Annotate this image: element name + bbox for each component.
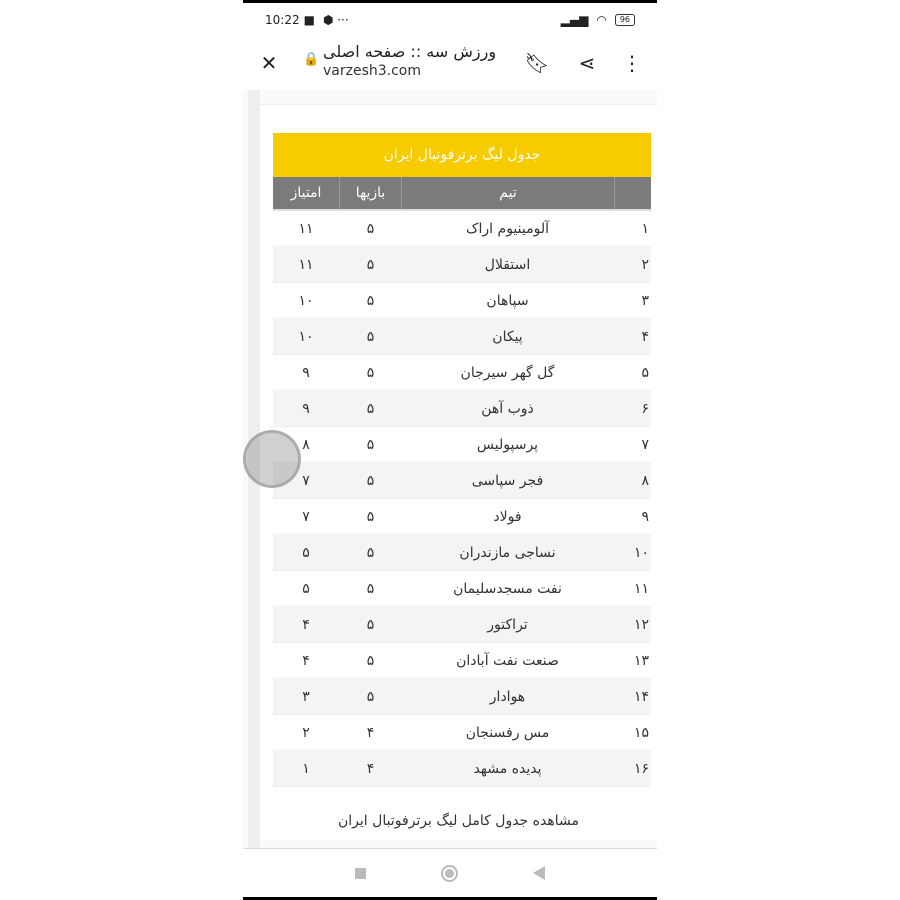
team-rank: ۱ <box>641 220 649 237</box>
team-points: ۴ <box>302 652 310 669</box>
phone-screen <box>243 0 657 900</box>
recents-icon[interactable] <box>355 868 366 879</box>
header-games: بازیها <box>339 177 401 209</box>
close-icon[interactable]: ✕ <box>260 51 278 75</box>
team-points: ۱۱ <box>298 220 314 237</box>
team-games: ۵ <box>339 617 401 633</box>
table-row[interactable] <box>273 283 651 319</box>
team-points: ۱ <box>302 760 310 777</box>
team-games: ۴ <box>339 761 401 777</box>
team-games: ۵ <box>339 545 401 561</box>
status-time: 10:22 <box>265 13 300 27</box>
team-rank: ۶ <box>641 400 649 417</box>
home-icon[interactable] <box>441 865 458 882</box>
notification-icon: ⬢ ··· <box>322 13 349 27</box>
page-title-block[interactable] <box>323 42 503 79</box>
team-rank: ۱۳ <box>633 652 649 669</box>
team-points: ۳ <box>302 688 310 705</box>
table-row[interactable] <box>273 355 651 391</box>
table-row[interactable] <box>273 319 651 355</box>
back-icon[interactable] <box>533 866 545 880</box>
team-rank: ۱۴ <box>633 688 649 705</box>
table-header <box>273 177 651 211</box>
table-row[interactable] <box>273 679 651 715</box>
team-name: فولاد <box>493 508 522 525</box>
table-row[interactable] <box>273 247 651 283</box>
team-rank: ۸ <box>641 472 649 489</box>
team-name: فجر سپاسی <box>471 472 544 489</box>
team-games: ۵ <box>339 257 401 273</box>
team-points: ۵ <box>302 580 310 597</box>
signal-icon: ▂▄▆ <box>560 13 589 27</box>
team-rank: ۱۶ <box>633 760 649 777</box>
team-games: ۵ <box>339 473 401 489</box>
table-row[interactable] <box>273 391 651 427</box>
table-row[interactable] <box>273 463 651 499</box>
top-bezel <box>243 0 657 3</box>
team-games: ۵ <box>339 653 401 669</box>
browser-toolbar <box>243 36 657 90</box>
team-name: استقلال <box>484 256 531 273</box>
league-table <box>273 133 651 787</box>
team-games: ۵ <box>339 221 401 237</box>
full-table-link[interactable]: مشاهده جدول کامل لیگ برترفوتبال ایران <box>338 813 579 829</box>
team-name: آلومینیوم اراک <box>466 220 549 237</box>
team-rank: ۲ <box>641 256 649 273</box>
team-games: ۵ <box>339 509 401 525</box>
team-rank: ۷ <box>641 436 649 453</box>
team-points: ۱۰ <box>298 292 314 309</box>
table-row[interactable] <box>273 427 651 463</box>
team-games: ۵ <box>339 293 401 309</box>
team-name: مس رفسنجان <box>465 724 550 741</box>
team-name: نساجی مازندران <box>459 544 556 561</box>
share-icon[interactable]: ⋖ <box>578 51 596 75</box>
table-row[interactable] <box>273 643 651 679</box>
table-row[interactable] <box>273 499 651 535</box>
team-name: تراکتور <box>487 616 528 633</box>
team-games: ۵ <box>339 581 401 597</box>
team-games: ۵ <box>339 365 401 381</box>
table-row[interactable] <box>273 751 651 787</box>
lock-icon: 🔒 <box>303 52 320 67</box>
team-points: ۷ <box>302 508 310 525</box>
team-points: ۲ <box>302 724 310 741</box>
team-rank: ۵ <box>641 364 649 381</box>
team-name: پیکان <box>492 328 523 345</box>
more-menu-icon[interactable]: ⋮ <box>622 51 642 75</box>
team-points: ۹ <box>302 364 310 381</box>
team-points: ۴ <box>302 616 310 633</box>
team-name: پدیده مشهد <box>473 760 542 777</box>
header-rank <box>614 177 651 209</box>
team-name: پرسپولیس <box>476 436 539 453</box>
team-points: ۹ <box>302 400 310 417</box>
table-row[interactable] <box>273 607 651 643</box>
battery-icon: 96 <box>615 14 635 26</box>
team-games: ۵ <box>339 689 401 705</box>
team-rank: ۴ <box>641 328 649 345</box>
league-card <box>260 104 657 840</box>
team-rank: ۹ <box>641 508 649 525</box>
team-points: ۷ <box>302 472 310 489</box>
page-url: varzesh3.com <box>323 63 422 79</box>
table-row[interactable] <box>273 211 651 247</box>
camera-icon: ■ <box>303 13 315 27</box>
team-name: ذوب آهن <box>481 400 534 417</box>
team-name: سپاهان <box>486 292 529 309</box>
header-team: تیم <box>401 177 614 209</box>
team-points: ۸ <box>302 436 310 453</box>
team-rank: ۱۰ <box>633 544 649 561</box>
team-points: ۱۰ <box>298 328 314 345</box>
status-bar <box>265 10 635 30</box>
table-row[interactable] <box>273 715 651 751</box>
table-title: جدول لیگ برترفوتبال ایران <box>273 133 651 177</box>
team-name: گل گهر سیرجان <box>460 364 555 381</box>
touch-indicator <box>243 430 301 488</box>
bookmark-icon[interactable]: 🔖︎ <box>524 51 550 75</box>
team-points: ۱۱ <box>298 256 314 273</box>
team-rank: ۳ <box>641 292 649 309</box>
table-row[interactable] <box>273 571 651 607</box>
team-rank: ۱۲ <box>633 616 649 633</box>
team-games: ۵ <box>339 401 401 417</box>
team-games: ۵ <box>339 437 401 453</box>
team-name: نفت مسجدسلیمان <box>453 580 562 597</box>
wifi-icon: ◠ <box>596 13 607 27</box>
team-points: ۵ <box>302 544 310 561</box>
team-rank: ۱۵ <box>633 724 649 741</box>
team-games: ۵ <box>339 329 401 345</box>
table-row[interactable] <box>273 535 651 571</box>
team-rank: ۱۱ <box>633 580 649 597</box>
page-title: ورزش سه :: صفحه اصلی <box>323 42 497 61</box>
team-name: صنعت نفت آبادان <box>456 652 559 669</box>
team-name: هوادار <box>489 688 526 705</box>
web-content[interactable] <box>243 90 657 848</box>
team-games: ۴ <box>339 725 401 741</box>
android-nav-bar <box>243 848 657 897</box>
header-points: امتیاز <box>290 185 322 201</box>
